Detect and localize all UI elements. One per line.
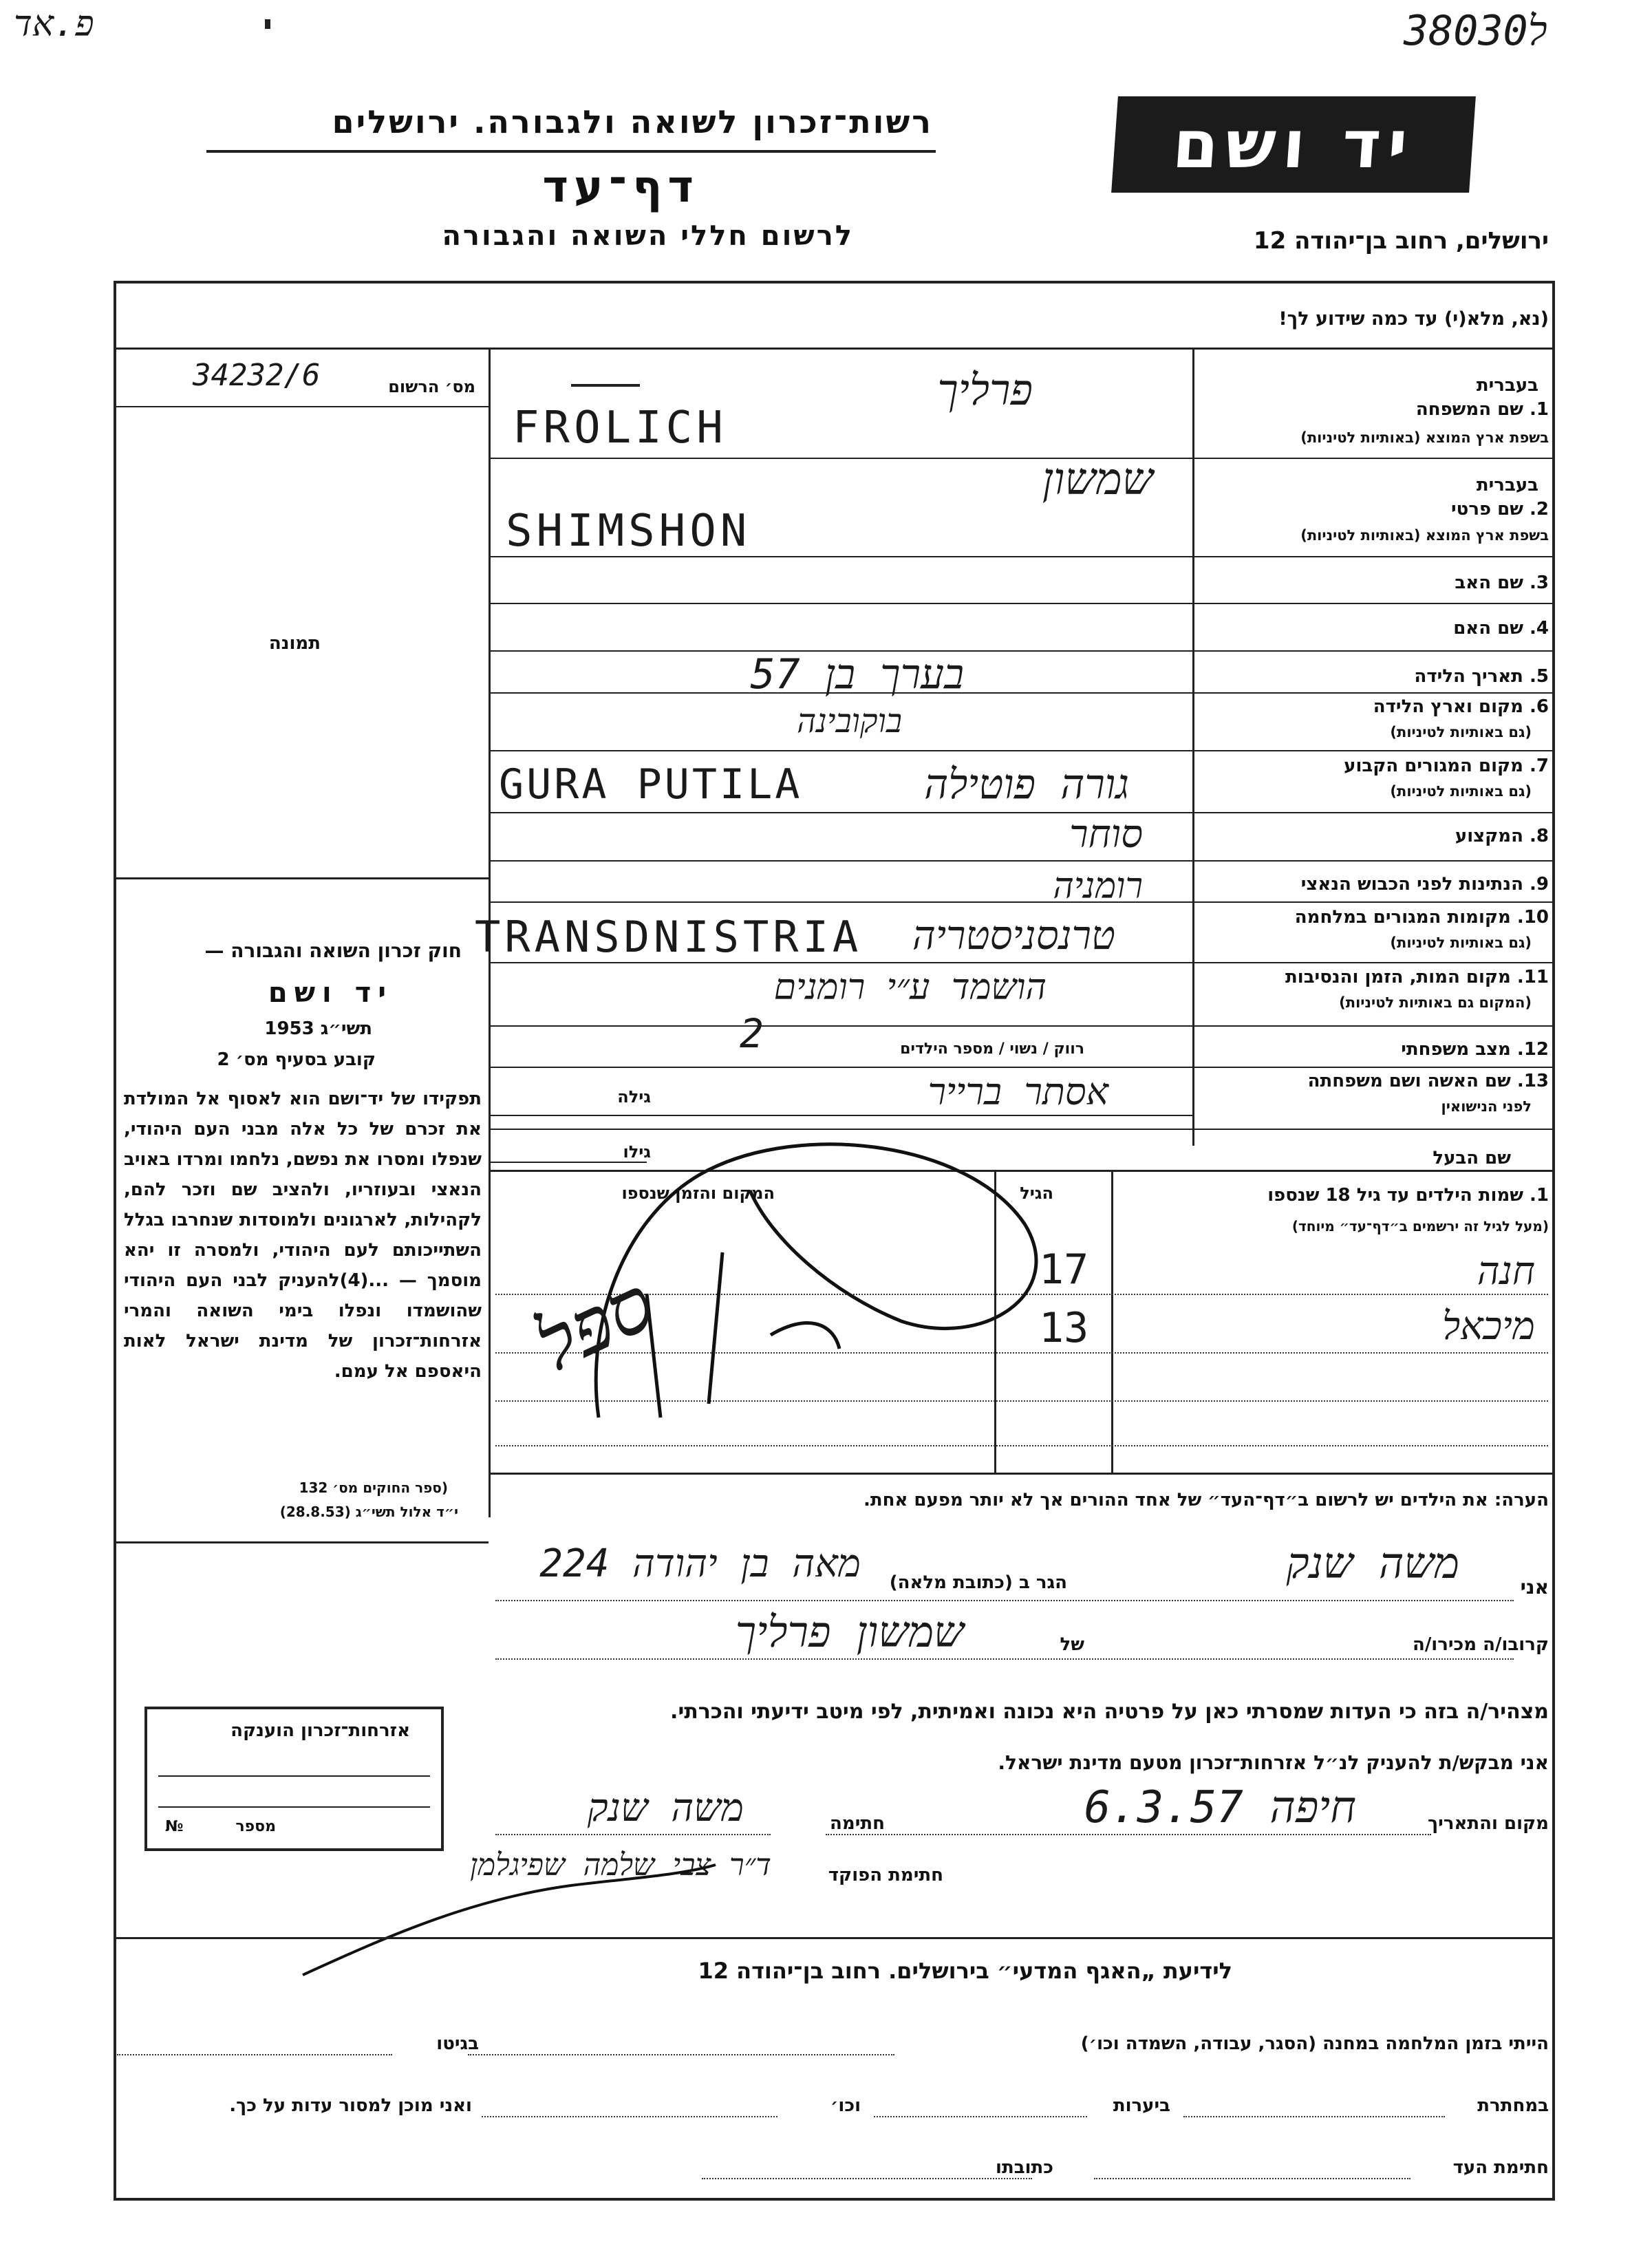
relation-line — [495, 1658, 1514, 1660]
birthplace-value: בוקובינה — [797, 702, 902, 740]
clerk-signature-flourish — [296, 1858, 722, 1982]
field-11-name: מקום המות, הזמן והנסיבות — [1285, 967, 1511, 987]
row-rule-1 — [1192, 458, 1555, 459]
photo-box-bottom — [114, 877, 489, 879]
citizenship-box-line-1 — [158, 1775, 430, 1777]
row-rule-8 — [1192, 860, 1555, 862]
form-subtitle: לרשום חללי השואה והגבורה — [442, 220, 854, 252]
logo-text: יד ושם — [1170, 106, 1417, 183]
field-3-num: 3. — [1530, 573, 1549, 593]
field-8-label — [1455, 826, 1549, 846]
surname-hebrew: פרליך — [937, 365, 1033, 415]
row-rule-11 — [1192, 1025, 1555, 1027]
place-date-label: מקום והתאריך — [1428, 1813, 1549, 1834]
photo-label: תמונה — [268, 633, 321, 654]
children-heading-sub: (מעל לגיל זה ירשמים ב״דף־עד״ מיוחד) — [1291, 1218, 1549, 1234]
field-9-label — [1301, 874, 1549, 895]
field-11-label — [1285, 967, 1549, 987]
law-body: תפקידו של יד־ושם הוא לאסוף אל המולדת את זכרם של כל אלה מבני העם היהודי, שנפלו ומסרו את נפשם, נלחמו ומרדו באויב הנאצי ובעוזריו, ולהציב שם וזכר להם, לקהילות, לארגונים ולמוסדות שנחרבו בגלל השתייכותם לעם היהודי, ולמסרה זו יהא מוסמך — ...(4)להעניק לבני העם היהודי שהושמדו ונפלו בימי השואה והמרי אזרחות־זכרון של מדינת ישראל לאות היאספם אל עמם. — [124, 1089, 482, 1382]
field-9-num: 9. — [1530, 874, 1549, 895]
footer-line2-testimony: ואני מוכן למסור עדות על כך. — [229, 2095, 472, 2116]
registration-label: מס׳ הרשום — [388, 377, 475, 396]
field-10-num: 10. — [1516, 907, 1549, 928]
field-1-sub: בשפת ארץ המוצא (באותיות לטיניות) — [1300, 429, 1549, 446]
place-date-value: חיפה 6.3.57 — [1084, 1782, 1356, 1833]
field-12-label — [1401, 1039, 1549, 1060]
wartime-residence-latin: TRANSDNISTRIA — [475, 912, 863, 962]
signature-line — [495, 1834, 771, 1835]
field-8-num: 8. — [1530, 826, 1549, 846]
of-label: של — [1060, 1634, 1084, 1655]
children-age-column: הגיל — [1020, 1184, 1053, 1203]
field-7-label — [1344, 756, 1549, 776]
field-1-hebrew-tag: בעברית — [1476, 375, 1538, 396]
intro-rule — [114, 348, 1555, 350]
law-section: קובע בסעיף מס׳ 2 — [217, 1049, 376, 1070]
residence-latin: GURA PUTILA — [499, 760, 803, 809]
row-rule-2 — [1192, 556, 1555, 557]
marital-status-options: רווק / נשוי / מספר הילדים — [900, 1040, 1084, 1058]
field-10-name: מקומות המגורים במלחמה — [1294, 907, 1511, 928]
child-1-name: חנה — [1477, 1249, 1535, 1294]
place-date-line — [826, 1834, 1431, 1835]
registration-rule — [114, 406, 489, 407]
first-name-hebrew: שמשון — [1042, 454, 1153, 505]
husband-age-label: גילו — [623, 1142, 651, 1162]
footer-line1-ghetto: בגיטו — [436, 2033, 479, 2054]
footer-line2-underground-blank — [1183, 2116, 1445, 2117]
occupation-value: סוחר — [1069, 812, 1143, 857]
children-heading: 1. שמות הילדים עד גיל 18 שנספו — [1267, 1185, 1549, 1206]
scrawl-loop — [596, 1144, 1036, 1418]
field-10-label — [1295, 907, 1549, 928]
archive-reference-number: 380ל30 — [1404, 7, 1547, 55]
field-2-hebrew-tag: בעברית — [1476, 475, 1538, 495]
declaration-ani: אני — [1520, 1576, 1549, 1599]
law-name: יד ושם — [268, 977, 393, 1009]
surname-latin: FROLICH — [513, 403, 727, 453]
field-4-label — [1453, 618, 1549, 639]
mid-line-11 — [489, 1025, 1192, 1027]
declarant-name: משה שנק — [1286, 1538, 1459, 1588]
mid-line-8 — [489, 860, 1192, 862]
children-age-divider-right — [1111, 1170, 1113, 1473]
children-place-column: המקום והזמן שנספו — [621, 1184, 775, 1203]
citizenship-box-line-2 — [158, 1806, 430, 1808]
mid-line-12 — [489, 1067, 1192, 1068]
row-rule-12 — [1192, 1067, 1555, 1068]
law-footnote-1: (ספר החוקים מס׳ 132 — [299, 1479, 448, 1496]
citizenship-box-title: אזרחות־זכרון הוענקה — [230, 1720, 410, 1741]
row-rule-3 — [1192, 603, 1555, 604]
mid-line-3 — [489, 603, 1192, 604]
field-12-name: מצב משפחתי — [1401, 1039, 1511, 1060]
declaration-request: אני מבקש/ת להעניק לנ״ל אזרחות־זכרון מטעם מדינת ישראל. — [998, 1751, 1549, 1774]
field-10-sub: (גם באותיות לטיניות) — [1390, 934, 1532, 951]
field-5-label — [1414, 666, 1549, 687]
scrawl-stroke — [647, 1252, 839, 1418]
field-1-num: 1. — [1530, 399, 1549, 420]
footer-line1-camp: הייתי בזמן המלחמה במחנה (הסגר, עבודה, השמדה וכו׳) — [1080, 2033, 1549, 2054]
row-rule-10 — [1192, 962, 1555, 963]
wife-age-label: גילה — [617, 1087, 651, 1107]
field-4-num: 4. — [1530, 618, 1549, 639]
field-3-name: שם האב — [1455, 573, 1523, 593]
field-6-sub: (גם באותיות לטיניות) — [1390, 724, 1532, 740]
corner-handwritten-mark: פ.אד — [14, 3, 94, 45]
child-1-age: 17 — [1039, 1246, 1089, 1294]
clerk-signature: ד״ר צבי שלמה שפיגלמן — [469, 1848, 771, 1883]
row-rule-6 — [1192, 750, 1555, 751]
relation-of-value: שמשון פרליך — [735, 1607, 964, 1657]
field-1-name: שם המשפחה — [1415, 399, 1523, 420]
institution-address: ירושלים, רחוב בן־יהודה 12 — [1253, 227, 1549, 255]
footer-line2-etc: וכו׳ — [830, 2095, 861, 2116]
field-13-label — [1308, 1071, 1549, 1091]
clerk-flourish-stroke — [303, 1865, 716, 1975]
law-year: תשי״ג 1953 — [264, 1018, 372, 1039]
field-4-name: שם האם — [1453, 618, 1523, 639]
mid-line-6 — [489, 750, 1192, 751]
field-6-label — [1373, 696, 1549, 717]
footer-line2-underground: במחתרת — [1477, 2095, 1549, 2116]
child-2-age: 13 — [1039, 1304, 1089, 1352]
row-rule-4 — [1192, 650, 1555, 652]
first-name-latin: SHIMSHON — [506, 506, 751, 557]
mid-line-10 — [489, 962, 1192, 963]
form-title: דף־עד — [542, 162, 699, 213]
declarant-address: מאה בן יהודה 224 — [539, 1541, 861, 1586]
address-label: הגר ב (כתובת מלאה) — [889, 1572, 1067, 1593]
field-2-label — [1451, 499, 1549, 520]
row-rule-13 — [1192, 1129, 1555, 1130]
field-9-name: הנתינות לפני הכבוש הנאצי — [1300, 874, 1523, 895]
registration-number: 34232/6 — [193, 358, 321, 393]
wartime-residence-hebrew: טרנסניסטריה — [912, 912, 1115, 959]
wife-name-value: אסתר ברייר — [927, 1070, 1108, 1113]
children-note: הערה: את הילדים יש לרשום ב״דף־העד״ של אחד ההורים אך לא יותר מפעם אחת. — [863, 1490, 1549, 1510]
field-13-sub: לפני הנישואין — [1441, 1098, 1532, 1115]
footer-heading: לידיעת „האגף המדעי״ בירושלים. רחוב בן־יהודה 12 — [698, 1958, 1232, 1984]
declaration-statement: מצהיר/ה בזה כי העדות שמסרתי כאן על פרטיה היא נכונה ואמיתית, לפי מיטב ידיעתי והכרתי. — [670, 1700, 1549, 1724]
field-3-label — [1455, 573, 1549, 593]
footer-witness-signature-blank — [1094, 2178, 1410, 2179]
field-7-sub: (גם באותיות לטיניות) — [1390, 783, 1532, 800]
children-bottom-rule — [489, 1473, 1555, 1475]
field-11-sub: (המקום גם באותיות לטיניות) — [1339, 994, 1532, 1011]
yad-vashem-logo — [1111, 96, 1476, 193]
child-2-name: מיכאל — [1441, 1304, 1535, 1349]
clerk-signature-label: חתימת הפוקד — [828, 1865, 943, 1885]
children-stamp-text: ספל — [523, 1259, 667, 1389]
footer-line2-forests-blank — [874, 2116, 1087, 2117]
husband-label: שם הבעל — [1433, 1148, 1511, 1168]
law-footnote-2: י״ד אלול תשי״ג (28.8.53) — [279, 1504, 458, 1520]
footer-top-rule — [114, 1937, 1555, 1939]
intro-instruction: (נא, מלא(י) עד כמה שידוע לך! — [1278, 308, 1549, 330]
row-rule-9 — [1192, 901, 1555, 903]
field-2-name: שם פרטי — [1451, 499, 1523, 520]
field-7-num: 7. — [1530, 756, 1549, 776]
footer-witness-signature-label: חתימת העד — [1452, 2157, 1549, 2178]
row-rule-7 — [1192, 812, 1555, 813]
children-line-4 — [495, 1445, 1548, 1446]
signature-label: חתימה — [830, 1813, 885, 1834]
footer-line1-camp-blank — [468, 2054, 894, 2055]
citizenship-box-no: № — [165, 1818, 184, 1835]
law-box-bottom — [114, 1541, 489, 1543]
field-5-name: תאריך הלידה — [1414, 666, 1523, 687]
citizenship-value: רומניה — [1053, 866, 1143, 907]
field-6-num: 6. — [1530, 696, 1549, 717]
footer-line1-ghetto-blank — [117, 2054, 392, 2055]
row-rule-5 — [1192, 692, 1555, 694]
field-1-label — [1416, 399, 1549, 420]
children-count-value: 2 — [740, 1010, 764, 1057]
address-line — [495, 1600, 1514, 1601]
field-5-num: 5. — [1530, 666, 1549, 687]
field-2-sub: בשפת ארץ המוצא (באותיות לטיניות) — [1300, 527, 1549, 544]
footer-line2-etc-blank — [482, 2116, 777, 2117]
citizenship-box-number-label: מספר — [235, 1818, 276, 1835]
field-7-name: מקום המגורים הקבוע — [1344, 756, 1523, 776]
field-13-name: שם האשה ושם משפחתה — [1307, 1071, 1511, 1091]
declarant-signature: משה שנק — [587, 1786, 744, 1830]
field-12-num: 12. — [1516, 1039, 1549, 1060]
field-2-num: 2. — [1530, 499, 1549, 520]
relation-label: קרובו/ה מכירו/ה — [1412, 1634, 1549, 1655]
field-8-name: המקצוע — [1455, 826, 1523, 846]
top-tick-mark — [265, 19, 270, 29]
institution-underline — [206, 150, 936, 153]
surname-overline — [571, 384, 640, 387]
field-11-num: 11. — [1516, 967, 1549, 987]
residence-hebrew: גורה פוטילה — [924, 760, 1129, 809]
death-circumstances-value: הושמד ע״י רומנים — [773, 967, 1047, 1008]
footer-line2-forests: ביערות — [1113, 2095, 1170, 2116]
birth-date-value: בערך בן 57 — [750, 650, 964, 698]
field-6-name: מקום וארץ הלידה — [1373, 696, 1523, 717]
footer-address-blank — [702, 2178, 1032, 2179]
footer-address-label: כתובתו — [996, 2157, 1053, 2178]
institution-name: רשות־זכרון לשואה ולגבורה. ירושלים — [332, 103, 933, 140]
law-title: חוק זכרון השואה והגבורה — — [204, 939, 462, 962]
field-13-num: 13. — [1516, 1071, 1549, 1091]
